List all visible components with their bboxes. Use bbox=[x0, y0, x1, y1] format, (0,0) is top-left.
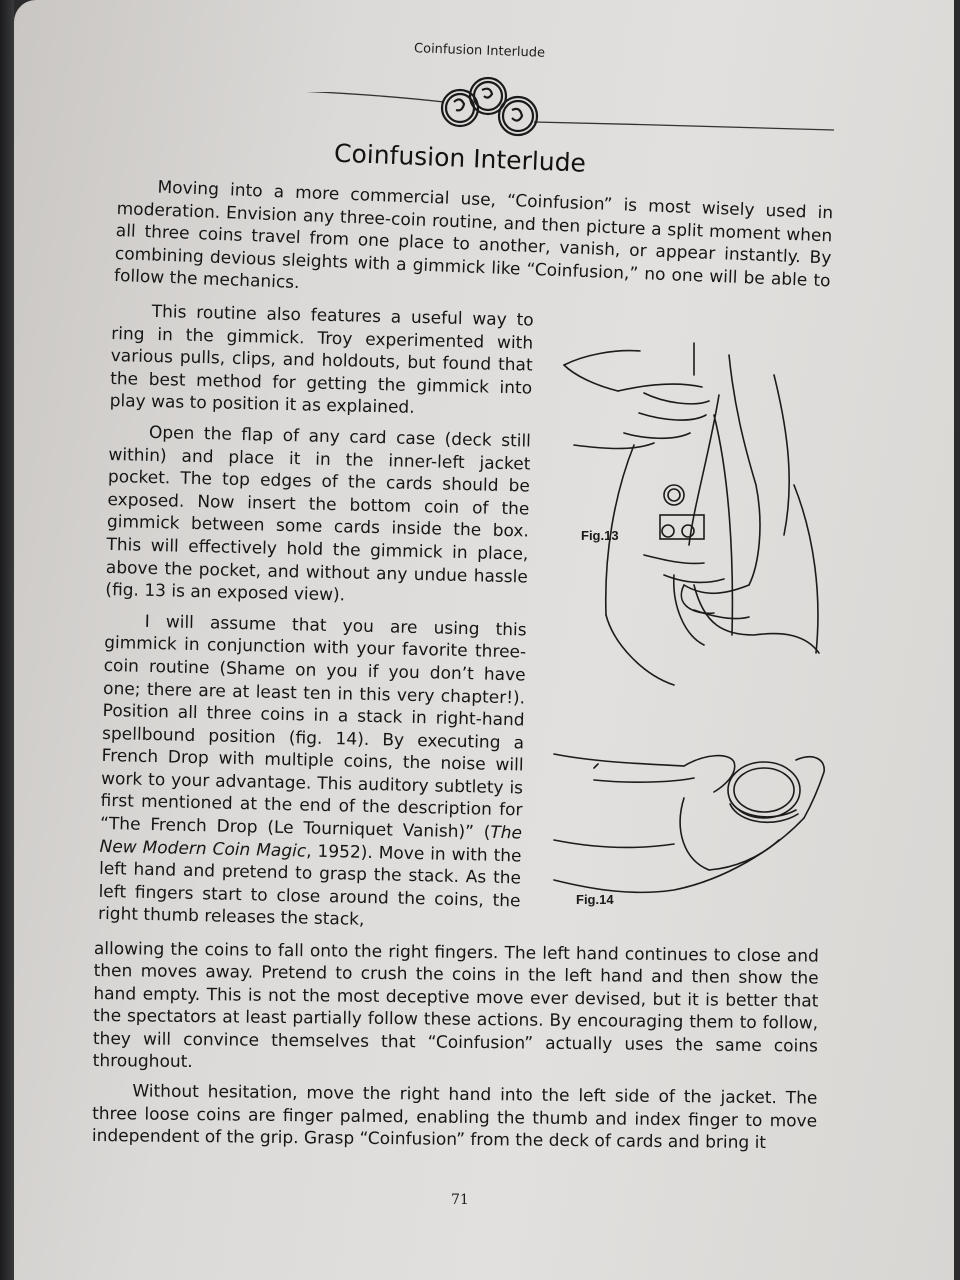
figure-14-illustration bbox=[534, 740, 834, 910]
book-title: The New Modern Coin Magic bbox=[99, 822, 523, 862]
paragraph-3: Open the flap of any card case (deck still within) and place it in the inner-left jacket pocket. The top edges of the cards should be exposed. Now insert the bottom coin of the gimmick between some cards inside the box. This will effectively hold the gimmick in place, above the pocket, and without any undue hassle (fig. 13 is an exposed view). bbox=[105, 422, 532, 606]
paragraph-5: Without hesitation, move the right hand into the left side of the jacket. The three loose coins are finger palmed, enabling the thumb and index finger to move independent of the grip. Grasp “Coinfusion” from the deck of cards and bring it bbox=[91, 1081, 818, 1154]
figure-14-label: Fig.14 bbox=[576, 892, 614, 907]
page-number: 71 bbox=[451, 1192, 469, 1208]
book-page bbox=[14, 0, 954, 1280]
page-title: Coinfusion Interlude bbox=[333, 138, 587, 178]
running-head: Coinfusion Interlude bbox=[413, 41, 546, 61]
intro-text bbox=[114, 175, 834, 315]
paragraph-4-start: I will assume that you are using this gimmick in conjunction with your favorite three-coin routine (Shame on you if you don’t have one; there are at least ten in this very chapter!). Position all three coins in a stack in right-hand spellbound position (fig. 14). By executing a French Drop with multiple coins, the noise will work to your advantage. This auditory subtlety is first mentioned at the end of the description for “The French Drop (Le Tourniquet Vanish)” ( bbox=[99, 611, 527, 843]
paragraph-1: Moving into a more commercial use, “Coinfusion” is most wisely used in moderation. Envision any three-coin routine, and then picture a split moment when all three coins travel from one place to another, vanish, or appear instantly. By combining devious sleights with a gimmick like “Coinfusion,” no one will be able to follow the mechanics. bbox=[113, 177, 834, 294]
paragraph-4-mid: , 1952). Move in with the left hand and pretend to grasp the stack. As the left fingers start to close around the coins, the right thumb releases the stack, bbox=[97, 841, 522, 931]
continued-text bbox=[92, 938, 819, 1163]
coins-emblem-icon bbox=[426, 72, 546, 142]
figure-13-illustration bbox=[544, 335, 834, 700]
column-text bbox=[98, 300, 534, 943]
book-gutter bbox=[0, 0, 14, 1280]
paragraph-4-continued: allowing the coins to fall onto the right fingers. The left hand continues to close and then moves away. Pretend to crush the coins in the left hand and then show the hand empty. This is not the most deceptive move ever devised, but it is better that the spectators at least partially follow these actions. By encouraging them to follow, they will convince themselves that “Coinfusion” actually uses the same coins throughout. bbox=[92, 938, 819, 1073]
paragraph-2: This routine also features a useful way to ring in the gimmick. Troy experimented with various pulls, clips, and holdouts, but found that the best method for getting the gimmick into play was to position it as explained. bbox=[109, 301, 534, 419]
figure-13-label: Fig.13 bbox=[581, 528, 619, 543]
paragraph-4 bbox=[98, 610, 527, 936]
